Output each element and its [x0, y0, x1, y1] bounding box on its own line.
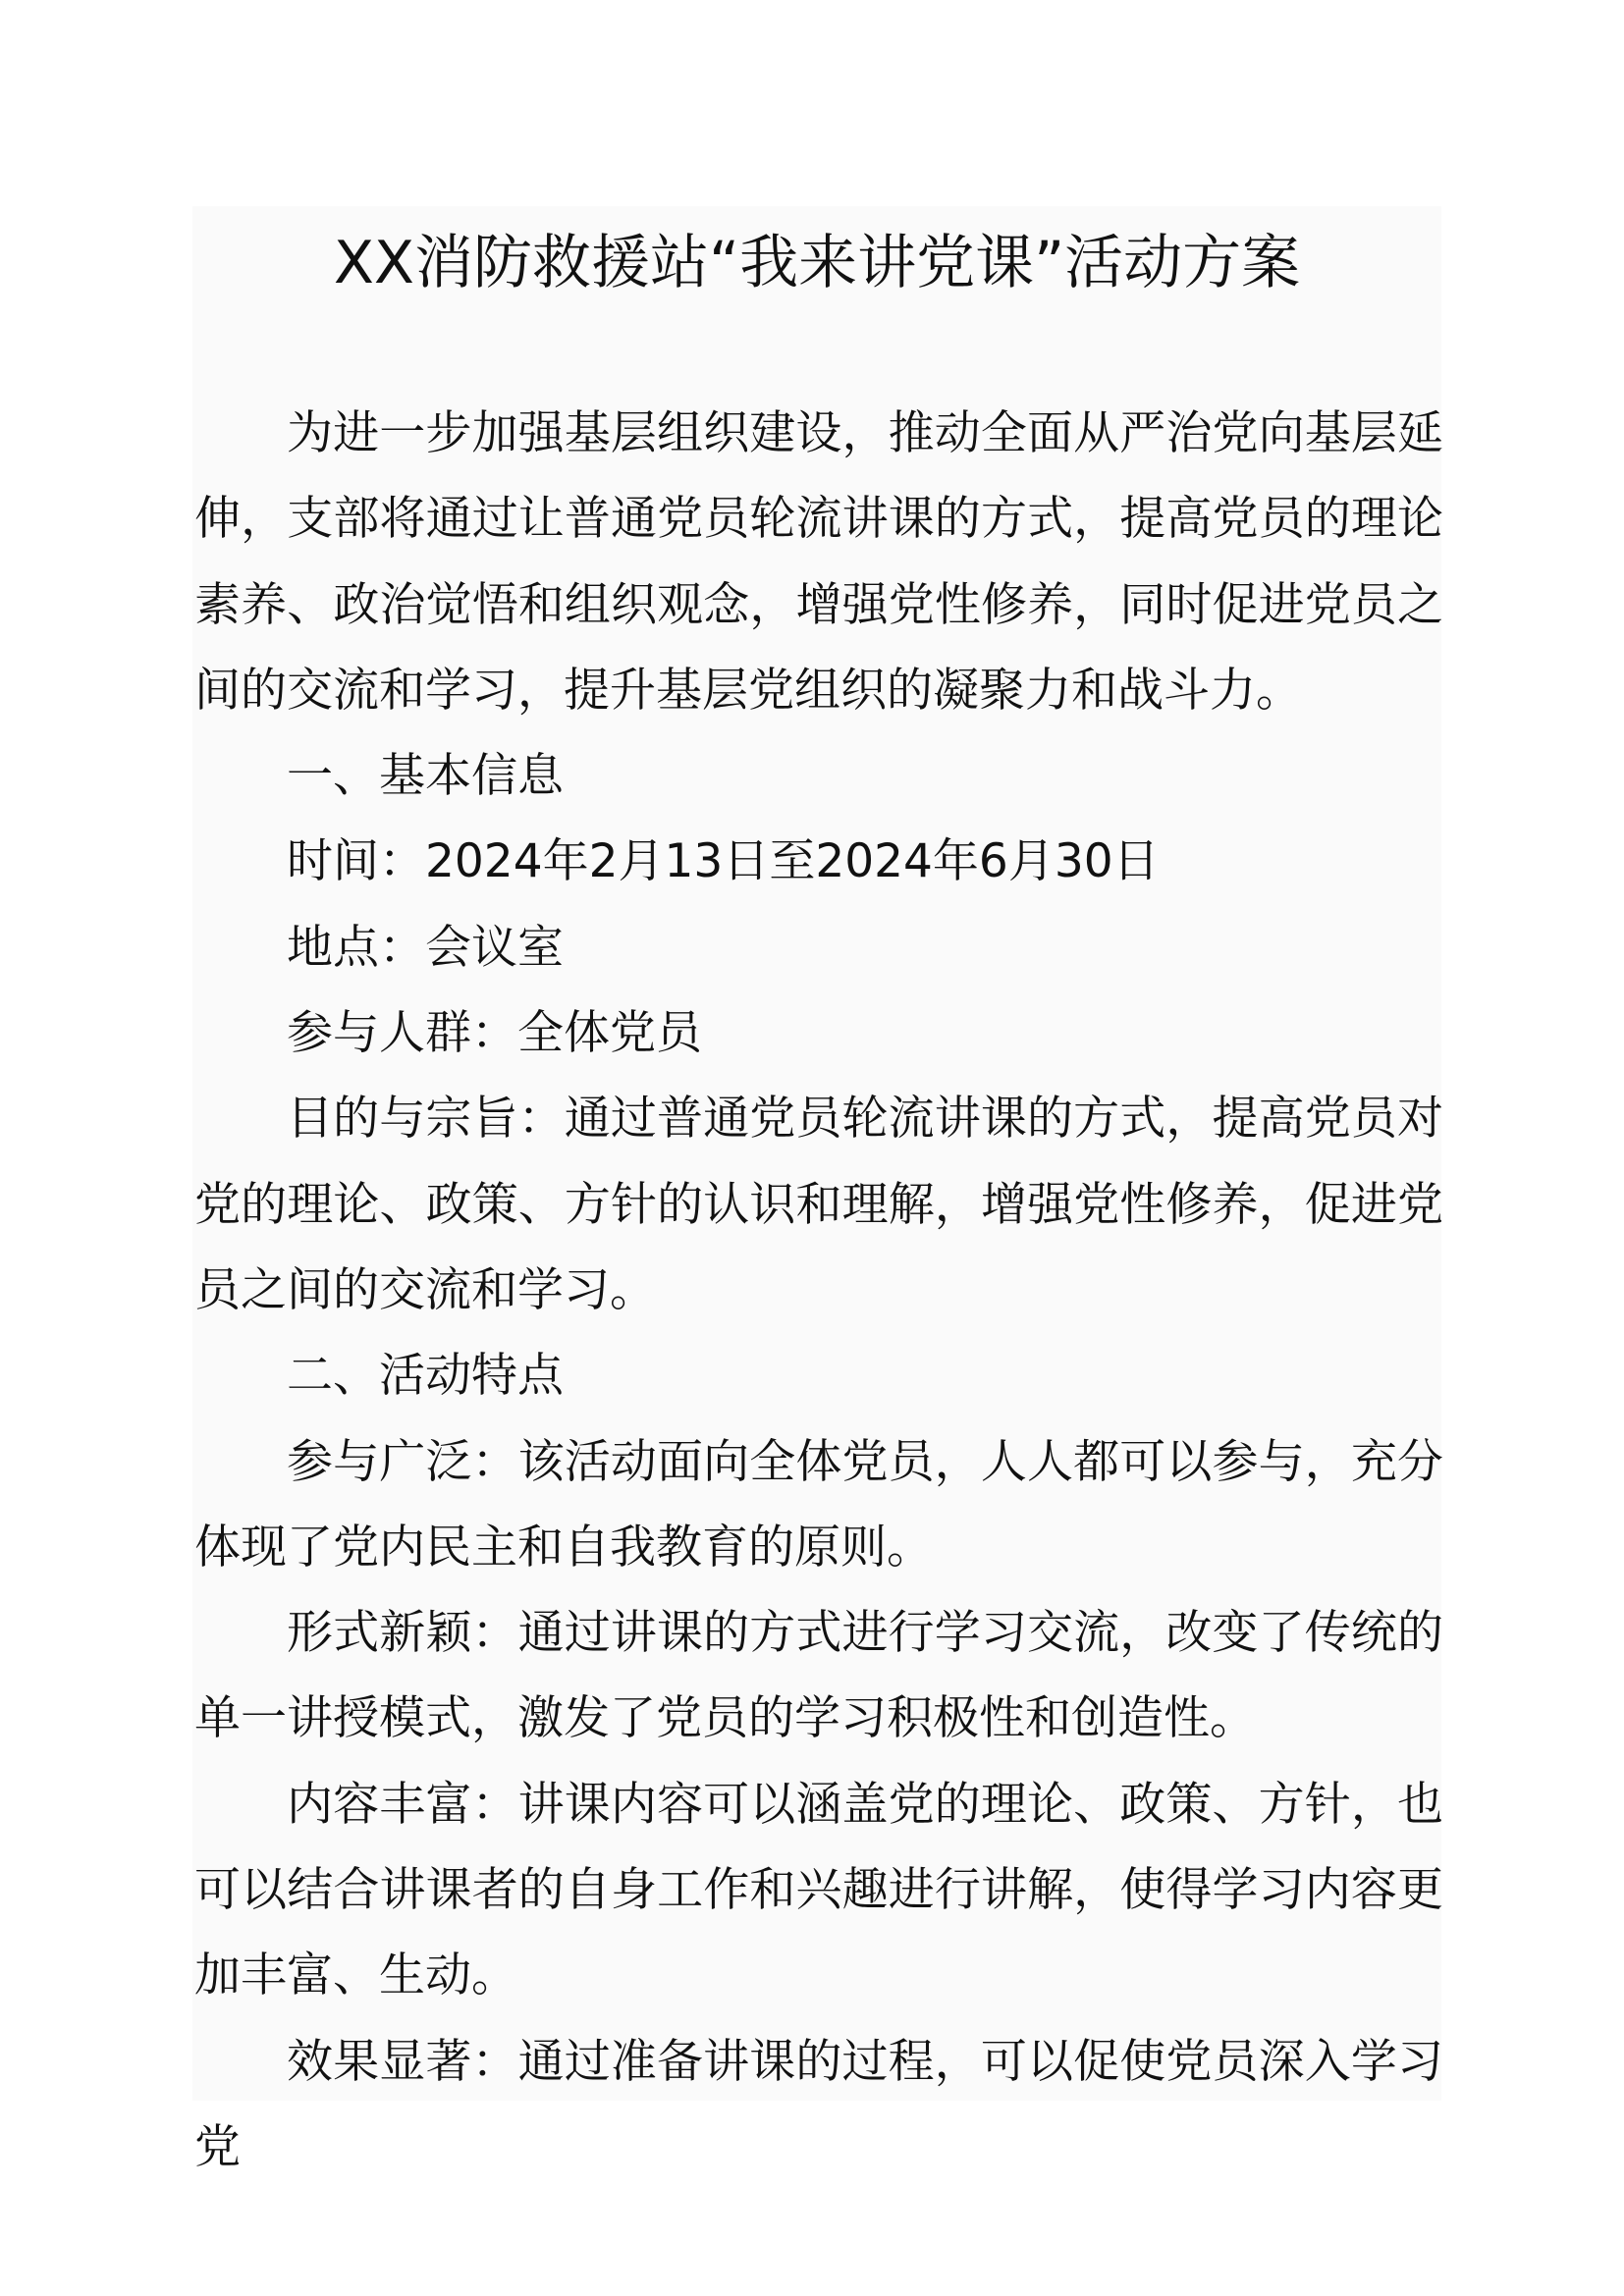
section-heading-basic-info: 一、基本信息: [287, 749, 564, 804]
feature-rich-content: 内容丰富：讲课内容可以涵盖党的理论、政策、方针，也可以结合讲课者的自身工作和兴趣进行讲解，使得学习内容更加丰富、生动。: [194, 1777, 1443, 2003]
feature-significant-effect: 效果显著：通过准备讲课的过程，可以促使党员深入学习党: [194, 2034, 1443, 2174]
document-title: XX消防救援站“我来讲党课”活动方案: [333, 229, 1301, 297]
info-time: 时间：2024年2月13日至2024年6月30日: [287, 834, 1160, 889]
section-heading-features: 二、活动特点: [287, 1349, 564, 1404]
info-purpose: 目的与宗旨：通过普通党员轮流讲课的方式，提高党员对党的理论、政策、方针的认识和理解，增强党性修养，促进党员之间的交流和学习。: [194, 1092, 1443, 1317]
feature-broad-participation: 参与广泛：该活动面向全体党员，人人都可以参与，充分体现了党内民主和自我教育的原则。: [194, 1434, 1443, 1575]
document-body: [194, 391, 1443, 2190]
intro-paragraph: 为进一步加强基层组织建设，推动全面从严治党向基层延伸，支部将通过让普通党员轮流讲课的方式，提高党员的理论素养、政治觉悟和组织观念，增强党性修养，同时促进党员之间的交流和学习，提升基层党组织的凝聚力和战斗力。: [194, 406, 1443, 718]
info-location: 地点：会议室: [287, 920, 564, 975]
info-participants: 参与人群：全体党员: [287, 1006, 702, 1061]
feature-novel-format: 形式新颖：通过讲课的方式进行学习交流，改变了传统的单一讲授模式，激发了党员的学习积极性和创造性。: [194, 1606, 1443, 1746]
